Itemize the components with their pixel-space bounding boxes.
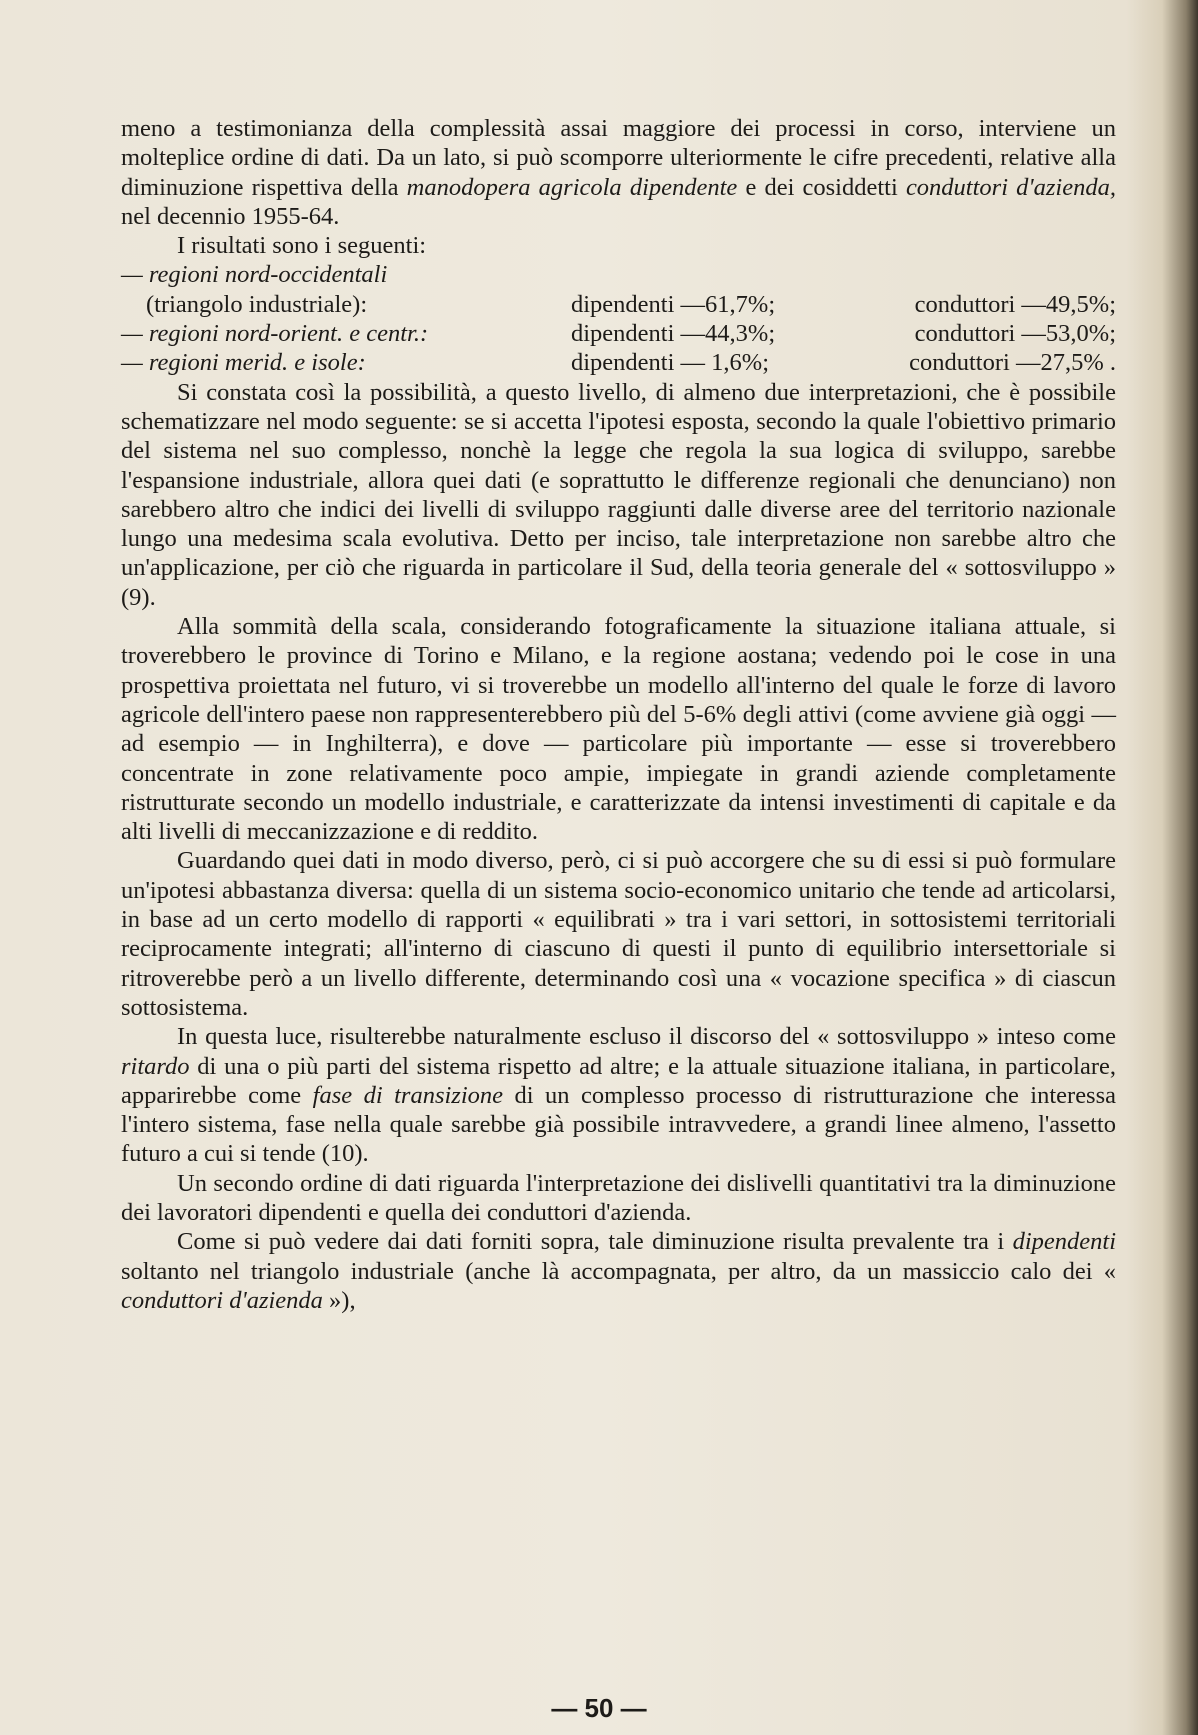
result-dipendenti: dipendenti —61,7%; <box>571 290 776 318</box>
result-dipendenti: dipendenti —44,3%; <box>571 320 776 348</box>
body-text <box>121 114 1116 1315</box>
text-run: nel decennio 1955-64. <box>121 202 340 230</box>
text-run: »), <box>322 1286 356 1314</box>
italic-term: conduttori d'azienda <box>121 1286 323 1314</box>
result-conduttori: conduttori —53,0%; <box>914 320 1116 348</box>
italic-term: fase di transizione <box>312 1081 504 1109</box>
text-run: e dei cosiddetti <box>737 173 906 201</box>
page-number: — 50 — <box>551 1693 647 1723</box>
italic-term: conduttori d'azienda, <box>905 173 1116 201</box>
paragraph-guardando: Guardando quei dati in modo diverso, però, ci si può accorgere che su di essi si può formulare un'ipotesi abbastanza diversa: quella di un sistema socio-economico unitario che tende ad articolarsi, in base ad un certo modello di rapporti « equilibrati » tra i vari settori, in sottosistemi territoriali reciprocamente integrati; all'interno di ciascuno di questi il punto di equilibrio intersettoriale si ritroverebbe però a un livello differente, determinando così una « vocazione specifica » di ciascun sottosistema. <box>121 847 1116 1021</box>
result-row <box>121 260 1116 289</box>
result-region-sublabel: (triangolo industriale): <box>146 290 368 318</box>
italic-term: manodopera agricola dipendente <box>406 173 738 201</box>
result-region-label: — regioni nord-occidentali <box>121 261 388 289</box>
text-run: di una o più parti del sistema rispetto ad altre; e la attuale situazione italiana, in particolare, apparirebbe come <box>121 1052 1116 1109</box>
result-row <box>121 348 1116 377</box>
result-dipendenti: dipendenti — 1,6%; <box>571 349 770 377</box>
result-conduttori: conduttori —49,5%; <box>914 290 1116 318</box>
result-conduttori: conduttori —27,5% . <box>909 349 1116 377</box>
text-run: di un complesso processo di ristrutturazione che interessa l'intero sistema, fase nella quale sarebbe già possibile intravvedere, a grandi linee almeno, l'assetto futuro a cui si tende (10). <box>121 1081 1117 1168</box>
result-region-label: — regioni nord-orient. e centr.: <box>121 320 429 348</box>
result-row <box>121 290 1116 319</box>
paragraph-luce <box>121 1022 1116 1168</box>
italic-term: dipendenti <box>1012 1228 1116 1256</box>
paragraph-come <box>121 1227 1116 1315</box>
result-region-label: — regioni merid. e isole: <box>121 349 366 377</box>
text-run: soltanto nel triangolo industriale (anche là accompagnata, per altro, da un massiccio calo dei « <box>121 1257 1116 1285</box>
paragraph-intro <box>121 114 1116 231</box>
paragraph-constata: Si constata così la possibilità, a questo livello, di almeno due interpretazioni, che è possibile schematizzare nel modo seguente: se si accetta l'ipotesi esposta, secondo la quale l'obiettivo primario del sistema nel suo complesso, nonchè la legge che regola la sua logica di sviluppo, sarebbe l'espansione industriale, allora quei dati (e soprattutto le differenze regionali che denunciano) non sarebbero altro che indici dei livelli di sviluppo raggiunti dalle diverse aree del territorio nazionale lungo una medesima scala evolutiva. Detto per inciso, tale interpretazione non sarebbe altro che un'applicazione, per ciò che riguarda in particolare il Sud, della teoria generale del « sottosviluppo » (9). <box>121 378 1116 611</box>
text-run: meno a testimonianza della complessità assai maggiore dei processi in corso, interviene un molteplice ordine di dati. Da un lato, si può scomporre ulteriormente le cifre precedenti, relative alla diminuzione rispettiva della <box>121 115 1116 201</box>
text-run: In questa luce, risulterebbe naturalmente escluso il discorso del « sottosviluppo » inteso come <box>177 1023 1116 1051</box>
text-run: Come si può vedere dai dati forniti sopra, tale diminuzione risulta prevalente tra i <box>177 1228 1013 1256</box>
paragraph-secondo: Un secondo ordine di dati riguarda l'interpretazione dei dislivelli quantitativi tra la diminuzione dei lavoratori dipendenti e quella dei conduttori d'azienda. <box>121 1169 1116 1226</box>
results-intro: I risultati sono i seguenti: <box>177 232 427 260</box>
paragraph-sommita: Alla sommità della scala, considerando fotograficamente la situazione italiana attuale, si troverebbero le province di Torino e Milano, e la regione aostana; vedendo poi le cose in una prospettiva proiettata nel futuro, vi si troverebbe un modello all'interno del quale le forze di lavoro agricole dell'intero paese non rappresenterebbero più del 5-6% degli attivi (come avviene già oggi — ad esempio — in Inghilterra), e dove — particolare più importante — esse si troverebbero concentrate in zone relativamente poco ampie, impiegate in grandi aziende completamente ristrutturate secondo un modello industriale, e caratterizzate da intensi investimenti di capitale e da alti livelli di meccanizzazione e di reddito. <box>121 613 1116 846</box>
results-list <box>121 260 1116 377</box>
italic-term: ritardo <box>121 1052 190 1080</box>
result-row <box>121 319 1116 348</box>
